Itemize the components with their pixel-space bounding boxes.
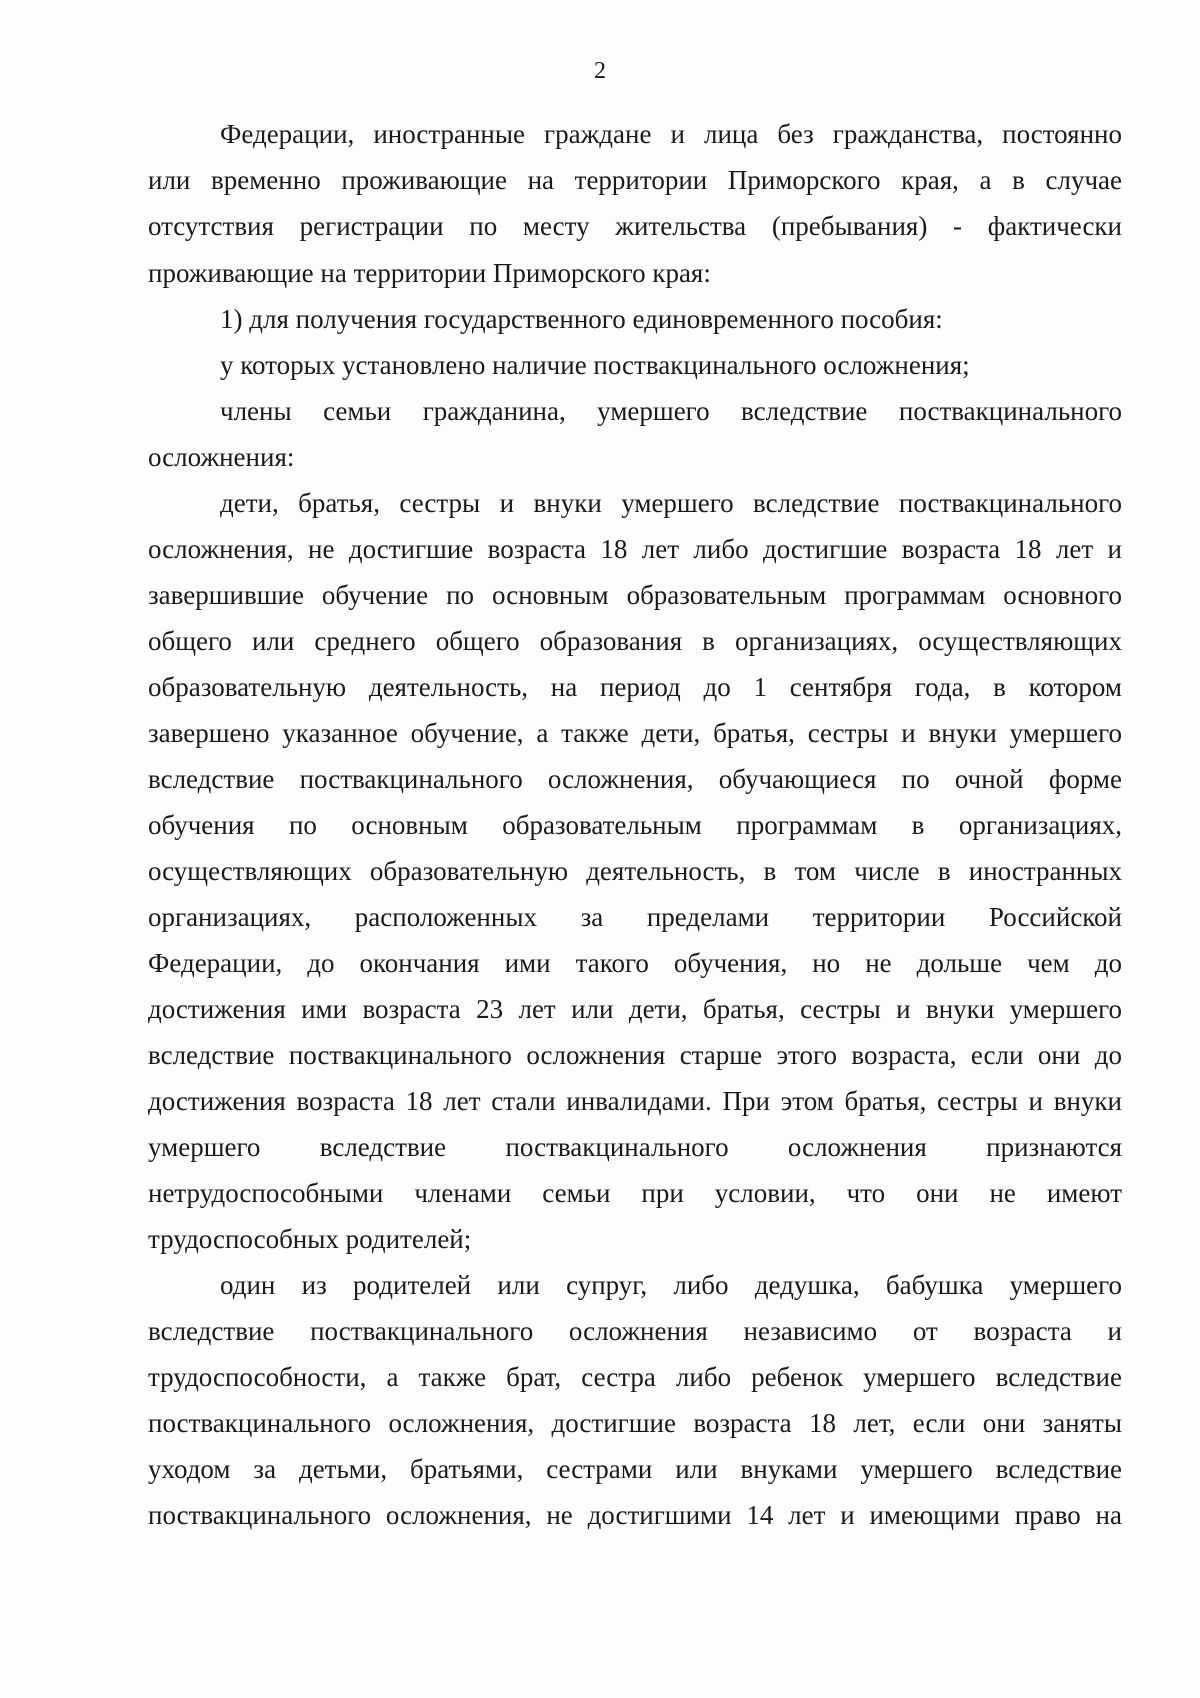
text-line: Федерации, до окончания ими такого обучения, но не дольше чем до xyxy=(148,948,1122,978)
page-number: 2 xyxy=(594,58,606,84)
text-line: у которых установлено наличие поствакцинального осложнения; xyxy=(220,350,970,380)
text-line: члены семьи гражданина, умершего вследствие поствакцинального xyxy=(220,396,1122,426)
text-line: образовательную деятельность, на период до 1 сентября года, в котором xyxy=(148,672,1122,702)
text-line: осложнения: xyxy=(148,442,295,472)
text-line: поствакцинального осложнения, не достигшими 14 лет и имеющими право на xyxy=(148,1500,1122,1530)
text-line: умершего вследствие поствакцинального осложнения признаются xyxy=(148,1132,1122,1162)
text-line: отсутствия регистрации по месту жительства (пребывания) - фактически xyxy=(148,211,1122,241)
text-line: вследствие поствакцинального осложнения независимо от возраста и xyxy=(148,1316,1122,1346)
text-line: осложнения, не достигшие возраста 18 лет либо достигшие возраста 18 лет и xyxy=(148,534,1122,564)
text-line: достижения ими возраста 23 лет или дети, братья, сестры и внуки умершего xyxy=(148,994,1122,1024)
text-line: один из родителей или супруг, либо дедушка, бабушка умершего xyxy=(220,1270,1122,1300)
text-line: уходом за детьми, братьями, сестрами или внуками умершего вследствие xyxy=(148,1454,1122,1484)
text-line: или временно проживающие на территории Приморского края, а в случае xyxy=(148,165,1122,195)
text-line: общего или среднего общего образования в организациях, осуществляющих xyxy=(148,626,1122,656)
text-line: достижения возраста 18 лет стали инвалидами. При этом братья, сестры и внуки xyxy=(148,1086,1122,1116)
text-line: осуществляющих образовательную деятельность, в том числе в иностранных xyxy=(148,856,1122,886)
text-line: проживающие на территории Приморского края: xyxy=(148,258,711,288)
text-line: 1) для получения государственного единовременного пособия: xyxy=(220,304,943,334)
text-line: организациях, расположенных за пределами территории Российской xyxy=(148,902,1122,932)
text-line: трудоспособности, а также брат, сестра либо ребенок умершего вследствие xyxy=(148,1362,1122,1392)
text-line: завершено указанное обучение, а также дети, братья, сестры и внуки умершего xyxy=(148,718,1122,748)
text-line: вследствие поствакцинального осложнения, обучающиеся по очной форме xyxy=(148,764,1122,794)
text-line: поствакцинального осложнения, достигшие возраста 18 лет, если они заняты xyxy=(148,1408,1122,1438)
text-line: вследствие поствакцинального осложнения старше этого возраста, если они до xyxy=(148,1040,1122,1070)
text-line: нетрудоспособными членами семьи при условии, что они не имеют xyxy=(148,1178,1122,1208)
text-line: дети, братья, сестры и внуки умершего вследствие поствакцинального xyxy=(220,488,1122,518)
text-line: завершившие обучение по основным образовательным программам основного xyxy=(148,580,1122,610)
text-line: обучения по основным образовательным программам в организациях, xyxy=(148,810,1122,840)
text-line: Федерации, иностранные граждане и лица без гражданства, постоянно xyxy=(220,119,1122,149)
text-line: трудоспособных родителей; xyxy=(148,1224,472,1254)
